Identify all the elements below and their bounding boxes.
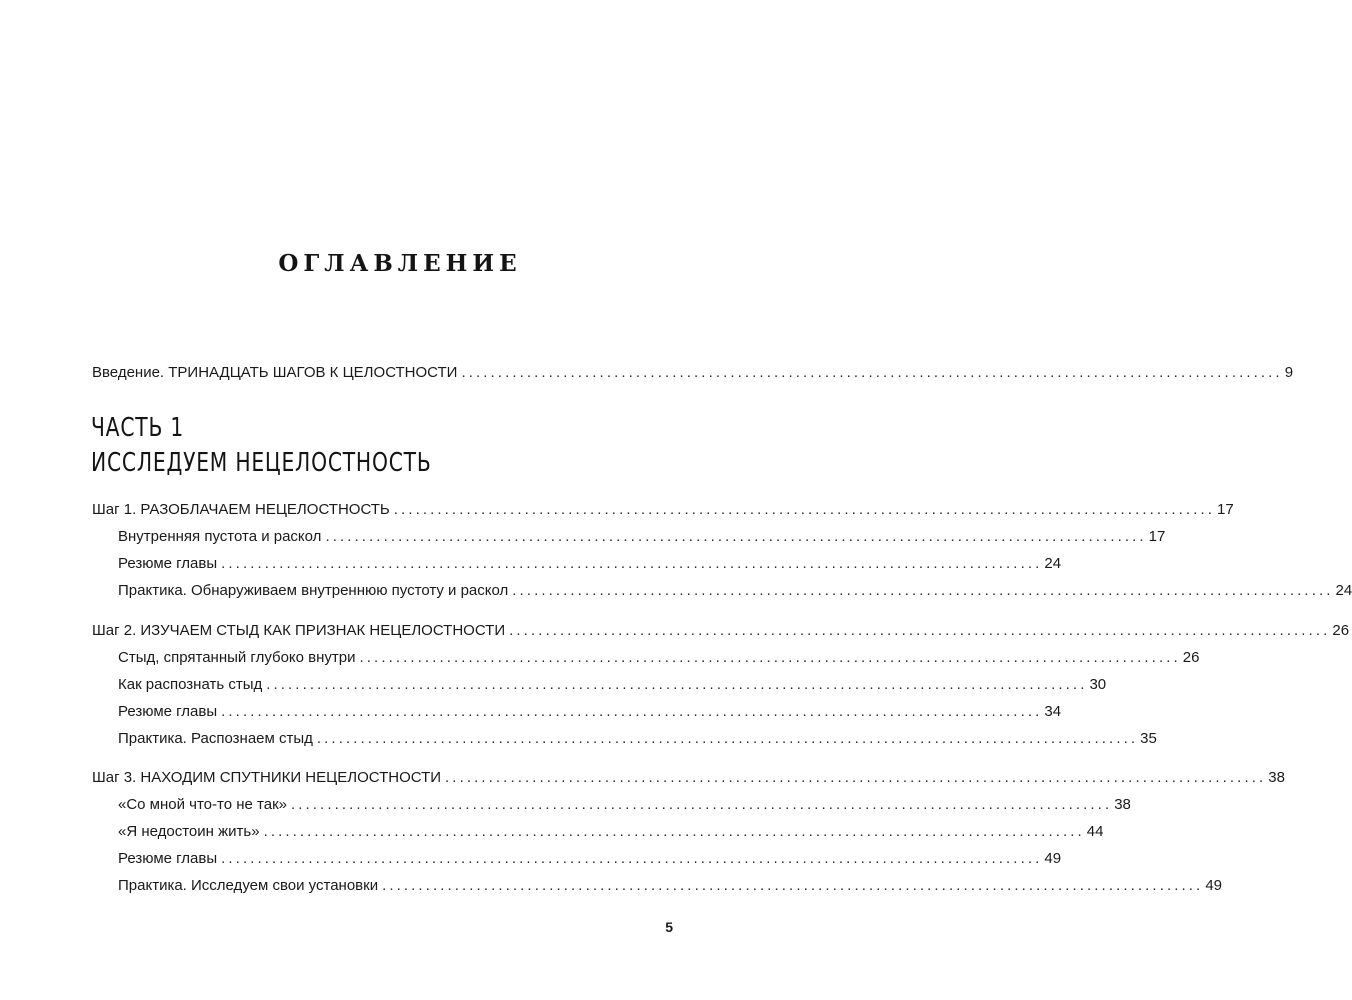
toc-leader-dots: ................................................................................................................. bbox=[263, 823, 1085, 840]
toc-leader-dots: ................................................................................................................. bbox=[221, 850, 1043, 867]
toc-entry-text: Как распознать стыд bbox=[118, 676, 263, 693]
toc-entry-sub[interactable] bbox=[118, 728, 1157, 750]
toc-leader-dots: ................................................................................................................. bbox=[359, 649, 1181, 666]
toc-leader-dots: ................................................................................................................. bbox=[461, 364, 1283, 381]
toc-page-number: 24 bbox=[1335, 582, 1352, 599]
toc-page-number: 49 bbox=[1205, 877, 1222, 894]
toc-entry-text: Стыд, спрятанный глубоко внутри bbox=[118, 649, 356, 666]
toc-leader-dots: ................................................................................................................. bbox=[393, 501, 1216, 518]
toc-page-number: 9 bbox=[1284, 364, 1294, 381]
page-number: 5 bbox=[665, 919, 673, 935]
toc-entry-sub[interactable] bbox=[118, 647, 1200, 669]
toc-page-number: 38 bbox=[1268, 769, 1285, 786]
toc-page-number: 26 bbox=[1332, 622, 1350, 639]
toc-leader-dots: ................................................................................................................. bbox=[509, 622, 1331, 639]
toc-leader-dots: ................................................................................................................. bbox=[445, 769, 1267, 786]
toc-page-number: 38 bbox=[1114, 796, 1131, 813]
toc-page-number: 26 bbox=[1182, 649, 1200, 666]
toc-entry-text: Резюме главы bbox=[118, 555, 218, 572]
toc-entry-text: «Со мной что-то не так» bbox=[118, 796, 287, 813]
toc-page-number: 17 bbox=[1148, 528, 1166, 545]
page-title: ОГЛАВЛЕНИЕ bbox=[278, 250, 522, 277]
toc-entry-sub[interactable] bbox=[118, 848, 1062, 870]
toc-entry-text: Резюме главы bbox=[118, 703, 218, 720]
toc-entry-text: «Я недостоин жить» bbox=[118, 823, 260, 840]
toc-leader-dots: ................................................................................................................. bbox=[290, 796, 1113, 813]
toc-entry-text: Шаг 3. НАХОДИМ СПУТНИКИ НЕЦЕЛОСТНОСТИ bbox=[92, 769, 442, 786]
toc-leader-dots: ................................................................................................................. bbox=[512, 582, 1334, 599]
toc-leader-dots: ................................................................................................................. bbox=[325, 528, 1147, 545]
toc-page-number: 17 bbox=[1217, 501, 1234, 518]
toc-leader-dots: ................................................................................................................. bbox=[221, 703, 1043, 720]
toc-entry-text: Шаг 1. РАЗОБЛАЧАЕМ НЕЦЕЛОСТНОСТЬ bbox=[92, 501, 390, 518]
toc-leader-dots: ................................................................................................................. bbox=[316, 730, 1139, 747]
part-heading-line-2: ИССЛЕДУЕМ НЕЦЕЛОСТНОСТЬ bbox=[91, 448, 432, 478]
toc-leader-dots: ................................................................................................................. bbox=[266, 676, 1088, 693]
toc-entry-text: Внутренняя пустота и раскол bbox=[118, 528, 322, 545]
toc-entry-sub[interactable] bbox=[118, 553, 1062, 575]
toc-entry-text: Практика. Распознаем стыд bbox=[118, 730, 313, 747]
toc-entry-sub[interactable] bbox=[118, 875, 1222, 897]
toc-entry-introduction[interactable] bbox=[92, 362, 1294, 384]
toc-page-number: 49 bbox=[1044, 850, 1062, 867]
toc-entry-step-1[interactable] bbox=[92, 499, 1234, 521]
toc-entry-sub[interactable] bbox=[118, 701, 1062, 723]
toc-entry-text: Практика. Обнаруживаем внутреннюю пустоту и раскол bbox=[118, 582, 509, 599]
toc-page-number: 24 bbox=[1044, 555, 1062, 572]
toc-entry-text: Введение. ТРИНАДЦАТЬ ШАГОВ К ЦЕЛОСТНОСТИ bbox=[92, 364, 458, 381]
toc-page-number: 44 bbox=[1086, 823, 1104, 840]
toc-page-number: 30 bbox=[1089, 676, 1107, 693]
toc-entry-sub[interactable] bbox=[118, 580, 1352, 602]
toc-entry-text: Практика. Исследуем свои установки bbox=[118, 877, 379, 894]
toc-entry-sub[interactable] bbox=[118, 821, 1104, 843]
toc-page-number: 34 bbox=[1044, 703, 1062, 720]
toc-page-number: 35 bbox=[1140, 730, 1157, 747]
toc-entry-step-2[interactable] bbox=[92, 620, 1350, 642]
toc-entry-step-3[interactable] bbox=[92, 767, 1285, 789]
toc-entry-text: Шаг 2. ИЗУЧАЕМ СТЫД КАК ПРИЗНАК НЕЦЕЛОСТНОСТИ bbox=[92, 622, 506, 639]
toc-leader-dots: ................................................................................................................. bbox=[221, 555, 1043, 572]
toc-entry-sub[interactable] bbox=[118, 794, 1131, 816]
toc-entry-sub[interactable] bbox=[118, 526, 1166, 548]
part-heading-line-1: ЧАСТЬ 1 bbox=[91, 413, 185, 443]
toc-leader-dots: ................................................................................................................. bbox=[382, 877, 1204, 894]
toc-entry-sub[interactable] bbox=[118, 674, 1107, 696]
toc-entry-text: Резюме главы bbox=[118, 850, 218, 867]
